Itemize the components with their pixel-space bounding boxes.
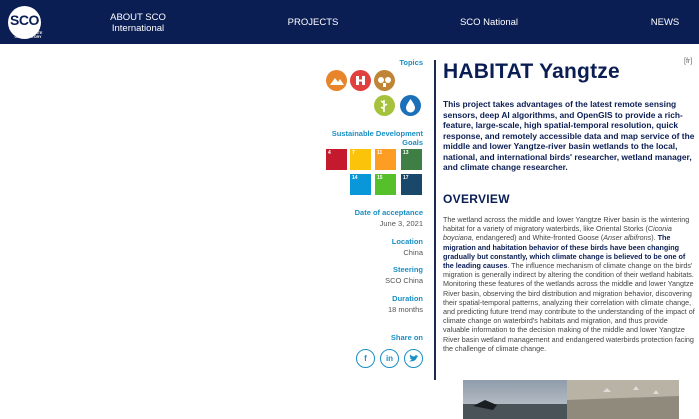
overview-heading: OVERVIEW xyxy=(443,192,510,206)
sdg-number: 17 xyxy=(403,175,409,181)
date-value: June 3, 2021 xyxy=(379,219,423,228)
species-name: Anser albifrons xyxy=(603,233,652,243)
sdg-4-icon[interactable] xyxy=(326,149,347,170)
sdg-number: 11 xyxy=(377,150,383,156)
nav-projects[interactable]: PROJECTS xyxy=(287,17,339,28)
agriculture-icon[interactable] xyxy=(374,95,395,116)
sdg-15-icon[interactable] xyxy=(375,174,396,195)
nav-about-sco-international[interactable]: ABOUT SCO International xyxy=(110,12,166,34)
logo-text: SCO xyxy=(10,12,39,28)
water-icon[interactable] xyxy=(400,95,421,116)
steering-value: SCO China xyxy=(385,276,423,285)
sdg-number: 7 xyxy=(352,150,355,156)
sdg-11-icon[interactable] xyxy=(375,149,396,170)
overview-text-part: ). xyxy=(651,233,658,243)
sdg-7-icon[interactable] xyxy=(350,149,371,170)
location-label: Location xyxy=(391,237,423,246)
wetland-birds-photo xyxy=(463,380,679,419)
sco-logo[interactable] xyxy=(7,5,47,41)
health-icon[interactable] xyxy=(350,70,371,91)
sdg-number: 4 xyxy=(328,150,331,156)
nav-news[interactable]: NEWS xyxy=(650,17,680,28)
sdg-label: Sustainable Development Goals xyxy=(331,129,423,147)
sdg-number: 15 xyxy=(377,175,383,181)
logo-subtitle: SPACE CLIMATE OBSERVATORY xyxy=(13,31,43,39)
duration-label: Duration xyxy=(392,294,423,303)
date-label: Date of acceptance xyxy=(354,208,423,217)
sdg-number: 14 xyxy=(352,175,358,181)
linkedin-icon[interactable]: in xyxy=(380,349,399,368)
overview-text-part: , endangered) and White-fronted Goose ( xyxy=(471,233,604,243)
ecosystem-icon[interactable] xyxy=(374,70,395,91)
sdg-17-icon[interactable] xyxy=(401,174,422,195)
column-divider xyxy=(434,60,436,380)
nav-sco-national[interactable]: SCO National xyxy=(459,17,519,28)
facebook-icon[interactable]: f xyxy=(356,349,375,368)
overview-text-part: The wetland across the middle and lower Yangtze River basin is the wintering habitat for a variety of migratory waterbirds, like Oriental Storks ( xyxy=(443,215,690,234)
overview-text xyxy=(443,215,695,353)
page-title: HABITAT Yangtze xyxy=(443,60,620,83)
sdg-13-icon[interactable] xyxy=(401,149,422,170)
project-summary: This project takes advantages of the latest remote sensing sensors, deep AI algorithms, and OpenGIS to provide a rich-feature, large-scale, high spatial-temporal resolution, quick response, and remotely accessible data and map service of the middle and lower Yangtze-river basin wetlands to the local, national, and international birds' researcher, wetland manager, and climate change researcher. xyxy=(443,99,695,172)
steering-label: Steering xyxy=(392,265,423,274)
sdg-number: 13 xyxy=(403,150,409,156)
duration-value: 18 months xyxy=(387,305,423,314)
species-name: Ciconia boyciana xyxy=(443,224,672,243)
sdg-14-icon[interactable] xyxy=(350,174,371,195)
share-label: Share on xyxy=(390,333,423,342)
language-switch-fr[interactable]: [fr] xyxy=(684,58,693,65)
topics-label: Topics xyxy=(399,58,423,67)
overview-highlight: The migration and habitation behavior of these birds have been changing gradually but constantly, which climate change is believed to be one of the leading causes xyxy=(443,233,686,271)
overview-text-part: . The influence mechanism of climate change on the birds' migration is generally indirect by altering the condition of their wetland habitats. Monitoring these features of the wetlands across the middle and lower Yangtze River basin, observing the bird distribution and migration behavior, discovering their spatial-temporal patterns, analyzing their correlation with climate change, and predicting future trend may contribute to the understanding of the impact of climate change on waterbird's habitats and migration, and thus provide valuable information to the decision making of the middle and lower Yangtze River basin wetland management and endangered waterbirds protection facing the challenge of climate change. xyxy=(443,261,695,353)
biodiversity-icon[interactable] xyxy=(326,70,347,91)
top-navbar xyxy=(0,0,699,44)
twitter-icon[interactable] xyxy=(404,349,423,368)
location-value: China xyxy=(403,248,423,257)
